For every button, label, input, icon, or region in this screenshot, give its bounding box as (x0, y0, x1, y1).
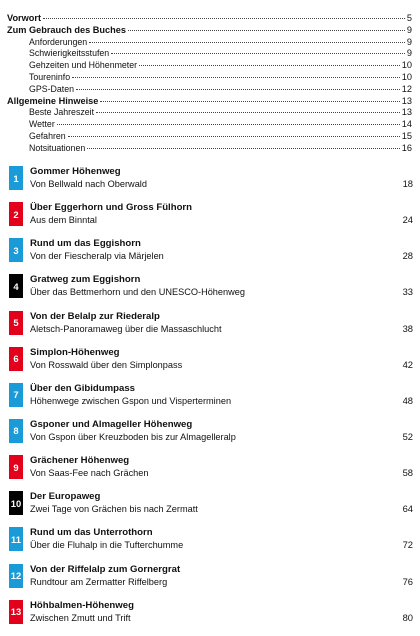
tour-title: Simplon-Höhenweg (30, 346, 120, 358)
tour-number-badge: 9 (9, 455, 23, 479)
tour-entry-10[interactable] (9, 491, 413, 517)
tour-entry-8[interactable] (9, 419, 413, 445)
tour-page-number: 80 (402, 611, 413, 623)
toc-entry-anforderungen[interactable] (7, 37, 412, 49)
tour-title: Von der Belalp zur Riederalp (30, 310, 160, 322)
tour-entry-3[interactable] (9, 238, 413, 264)
toc-entry-title: Vorwort (7, 13, 42, 23)
tour-number-badge: 13 (9, 600, 23, 624)
toc-entry-page: 9 (406, 48, 412, 59)
toc-entry-title: Notsituationen (29, 142, 86, 153)
toc-entry-title: Wetter (29, 119, 55, 130)
tour-entry-5[interactable] (9, 311, 413, 337)
toc-entry-notsituationen[interactable] (7, 143, 412, 155)
toc-entry-wetter[interactable] (7, 119, 412, 131)
tour-entry-1[interactable] (9, 166, 413, 192)
tour-subtitle: Zwischen Zmutt und Trift (30, 612, 131, 623)
tour-page-number: 48 (402, 394, 413, 406)
tour-subtitle: Höhenwege zwischen Gspon und Visperterminen (30, 395, 232, 406)
dot-leader (72, 77, 400, 78)
toc-entry-page: 13 (401, 107, 412, 118)
tour-title: Gratweg zum Eggishorn (30, 274, 141, 286)
tour-subtitle: Aus dem Binntal (30, 215, 97, 226)
tour-page-number: 18 (402, 178, 413, 189)
tour-entry-6[interactable] (9, 347, 413, 373)
toc-entry-page: 15 (401, 130, 412, 141)
tour-title: Rund um das Eggishorn (30, 238, 141, 250)
tour-list (9, 166, 413, 636)
tour-title: Grächener Höhenweg (30, 455, 130, 467)
tour-title: Gsponer und Almageller Höhenweg (30, 418, 193, 430)
tour-number-badge: 11 (9, 527, 23, 551)
tour-page-number: 58 (402, 467, 413, 479)
toc-entry-page: 14 (401, 119, 412, 130)
tour-title: Rund um das Unterrothorn (30, 527, 153, 539)
dot-leader (100, 101, 399, 102)
dot-leader (96, 112, 400, 113)
tour-number-badge: 3 (9, 238, 23, 262)
tour-entry-11[interactable] (9, 527, 413, 553)
toc-entry-page: 10 (401, 71, 412, 82)
tour-entry-2[interactable] (9, 202, 413, 228)
toc-entry-page: 12 (401, 83, 412, 94)
toc-entry-toureninfo[interactable] (7, 72, 412, 84)
dot-leader (111, 53, 405, 54)
tour-number-badge: 8 (9, 419, 23, 443)
tour-subtitle: Über das Bettmerhorn und den UNESCO-Höhenweg (30, 287, 245, 298)
tour-subtitle: Von der Fiescheralp via Märjelen (30, 251, 164, 262)
toc-entry-title: Allgemeine Hinweise (7, 95, 99, 106)
tour-entry-7[interactable] (9, 383, 413, 409)
toc-entry-page: 9 (406, 36, 412, 47)
tour-subtitle: Aletsch-Panoramaweg über die Massaschlucht (30, 323, 222, 334)
tour-number-badge: 2 (9, 202, 23, 226)
tour-page-number: 33 (402, 286, 413, 298)
toc-entry-gebrauch[interactable] (7, 25, 412, 37)
tour-page-number: 76 (402, 575, 413, 587)
toc-entry-title: GPS-Daten (29, 83, 74, 94)
dot-leader (87, 148, 400, 149)
tour-subtitle: Rundtour am Zermatter Riffelberg (30, 576, 168, 587)
dot-leader (89, 42, 405, 43)
tour-subtitle: Von Rosswald über den Simplonpass (30, 359, 183, 370)
tour-title: Über Eggerhorn und Gross Fülhorn (30, 202, 193, 214)
toc-entry-title: Anforderungen (29, 36, 88, 47)
tour-title: Der Europaweg (30, 491, 101, 503)
tour-subtitle: Von Saas-Fee nach Grächen (30, 468, 149, 479)
toc-entry-title: Gefahren (29, 130, 66, 141)
tour-subtitle: Von Gspon über Kreuzboden bis zur Almagelleralp (30, 431, 236, 442)
toc-entry-allgemeine-hinweise[interactable] (7, 96, 412, 108)
tour-page-number: 24 (402, 214, 413, 226)
tour-title: Gommer Höhenweg (30, 166, 121, 177)
dot-leader (57, 124, 400, 125)
toc-entry-page: 5 (406, 13, 412, 23)
tour-page-number: 28 (402, 250, 413, 262)
toc-entry-beste-jahreszeit[interactable] (7, 107, 412, 119)
tour-entry-9[interactable] (9, 455, 413, 481)
tour-number-badge: 6 (9, 347, 23, 371)
toc-entry-gps-daten[interactable] (7, 84, 412, 96)
toc-entry-page: 10 (401, 60, 412, 71)
dot-leader (43, 18, 405, 19)
toc-entry-page: 9 (406, 24, 412, 35)
table-of-contents-index (7, 13, 412, 155)
dot-leader (139, 65, 400, 66)
tour-number-badge: 5 (9, 311, 23, 335)
toc-entry-title: Schwierigkeitsstufen (29, 48, 110, 59)
tour-page-number: 38 (402, 322, 413, 334)
tour-number-badge: 12 (9, 564, 23, 588)
tour-title: Von der Riffelalp zum Gornergrat (30, 563, 181, 575)
toc-entry-gefahren[interactable] (7, 131, 412, 143)
toc-entry-page: 13 (401, 95, 412, 106)
toc-entry-title: Zum Gebrauch des Buches (7, 24, 126, 35)
toc-entry-gehzeiten[interactable] (7, 60, 412, 72)
tour-number-badge: 10 (9, 491, 23, 515)
toc-entry-title: Beste Jahreszeit (29, 107, 95, 118)
toc-entry-schwierigkeitsstufen[interactable] (7, 48, 412, 60)
tour-entry-12[interactable] (9, 564, 413, 590)
tour-page-number: 72 (402, 539, 413, 551)
toc-entry-page: 16 (401, 142, 412, 153)
tour-title: Höhbalmen-Höhenweg (30, 599, 134, 611)
tour-number-badge: 4 (9, 274, 23, 298)
toc-entry-title: Gehzeiten und Höhenmeter (29, 60, 138, 71)
tour-subtitle: Zwei Tage von Grächen bis nach Zermatt (30, 504, 198, 515)
tour-page-number: 42 (402, 358, 413, 370)
tour-subtitle: Über die Fluhalp in die Tufterchumme (30, 540, 184, 551)
toc-entry-title: Toureninfo (29, 71, 71, 82)
dot-leader (76, 89, 400, 90)
toc-entry-vorwort[interactable] (7, 13, 412, 25)
tour-title: Über den Gibidumpass (30, 382, 136, 394)
dot-leader (128, 30, 405, 31)
tour-entry-4[interactable] (9, 274, 413, 300)
tour-number-badge: 1 (9, 166, 23, 190)
tour-number-badge: 7 (9, 383, 23, 407)
tour-page-number: 52 (402, 430, 413, 442)
tour-page-number: 64 (402, 503, 413, 515)
dot-leader (68, 136, 400, 137)
tour-entry-13[interactable] (9, 600, 413, 626)
tour-subtitle: Von Bellwald nach Oberwald (30, 179, 147, 189)
